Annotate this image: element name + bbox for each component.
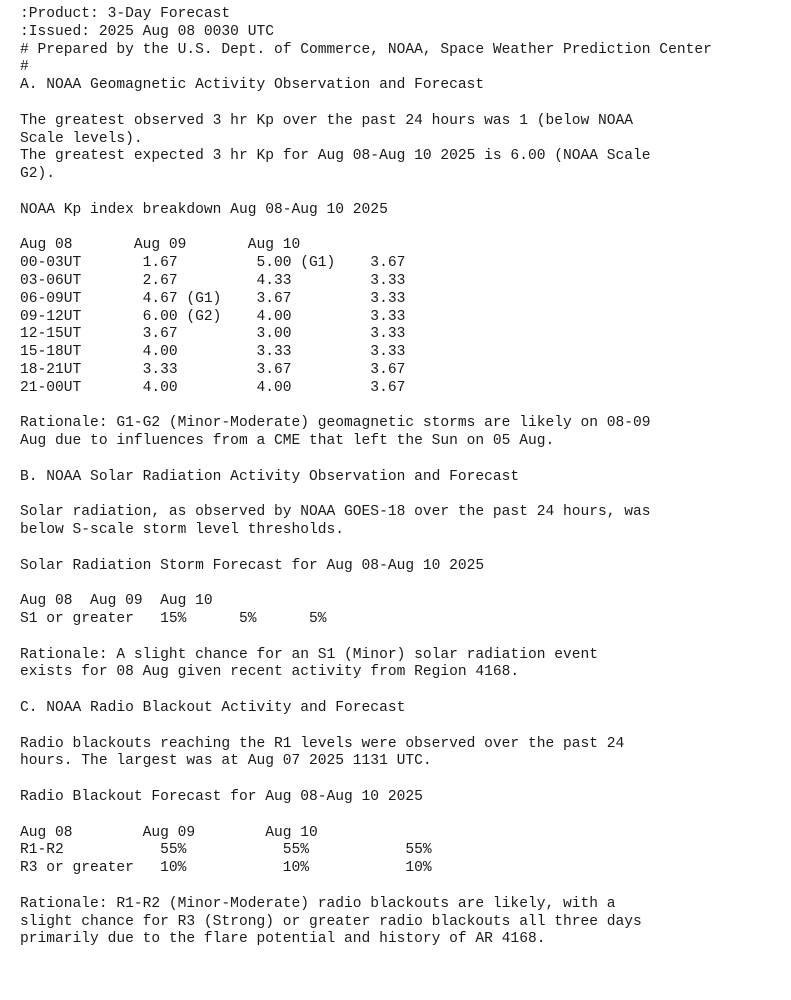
- report-line: 21-00UT 4.00 4.00 3.67: [20, 379, 406, 396]
- forecast-report-text: [20, 6, 712, 949]
- report-line: 03-06UT 2.67 4.33 3.33: [20, 272, 406, 289]
- report-line: The greatest observed 3 hr Kp over the past 24 hours was 1 (below NOAA: [20, 112, 634, 129]
- report-line: exists for 08 Aug given recent activity from Region 4168.: [20, 664, 520, 681]
- report-line: below S-scale storm level thresholds.: [20, 522, 345, 539]
- report-line: R1-R2 55% 55% 55%: [20, 842, 432, 859]
- report-line: hours. The largest was at Aug 07 2025 1131 UTC.: [20, 753, 432, 770]
- report-line: Rationale: G1-G2 (Minor-Moderate) geomagnetic storms are likely on 08-09: [20, 415, 651, 432]
- report-line: 09-12UT 6.00 (G2) 4.00 3.33: [20, 308, 406, 325]
- report-line: Solar Radiation Storm Forecast for Aug 08-Aug 10 2025: [20, 557, 485, 574]
- report-line: Scale levels).: [20, 130, 143, 147]
- report-line: The greatest expected 3 hr Kp for Aug 08-Aug 10 2025 is 6.00 (NOAA Scale: [20, 148, 651, 165]
- report-line: Radio Blackout Forecast for Aug 08-Aug 10 2025: [20, 789, 423, 806]
- report-line: G2).: [20, 166, 56, 183]
- report-line: NOAA Kp index breakdown Aug 08-Aug 10 2025: [20, 201, 388, 218]
- report-line: C. NOAA Radio Blackout Activity and Forecast: [20, 700, 406, 717]
- report-line: # Prepared by the U.S. Dept. of Commerce, NOAA, Space Weather Prediction Center: [20, 41, 712, 58]
- report-line: 15-18UT 4.00 3.33 3.33: [20, 344, 406, 361]
- report-line: Aug 08 Aug 09 Aug 10: [20, 824, 318, 841]
- report-line: :Issued: 2025 Aug 08 0030 UTC: [20, 23, 274, 40]
- report-line: 12-15UT 3.67 3.00 3.33: [20, 326, 406, 343]
- report-line: Radio blackouts reaching the R1 levels were observed over the past 24: [20, 735, 625, 752]
- report-line: :Product: 3-Day Forecast: [20, 6, 231, 22]
- report-line: R3 or greater 10% 10% 10%: [20, 860, 432, 877]
- report-line: 18-21UT 3.33 3.67 3.67: [20, 361, 406, 378]
- report-line: Aug due to influences from a CME that left the Sun on 05 Aug.: [20, 433, 555, 450]
- report-line: Rationale: R1-R2 (Minor-Moderate) radio blackouts are likely, with a: [20, 895, 616, 912]
- report-line: A. NOAA Geomagnetic Activity Observation and Forecast: [20, 77, 485, 94]
- report-line: S1 or greater 15% 5% 5%: [20, 611, 327, 628]
- report-line: slight chance for R3 (Strong) or greater radio blackouts all three days: [20, 913, 642, 930]
- report-line: 06-09UT 4.67 (G1) 3.67 3.33: [20, 290, 406, 307]
- report-line: Aug 08 Aug 09 Aug 10: [20, 593, 213, 610]
- report-line: Rationale: A slight chance for an S1 (Minor) solar radiation event: [20, 646, 599, 663]
- report-line: primarily due to the flare potential and history of AR 4168.: [20, 931, 546, 948]
- report-line: B. NOAA Solar Radiation Activity Observation and Forecast: [20, 468, 520, 485]
- report-line: 00-03UT 1.67 5.00 (G1) 3.67: [20, 255, 406, 272]
- report-line: Aug 08 Aug 09 Aug 10: [20, 237, 301, 254]
- report-line: #: [20, 59, 29, 76]
- report-line: Solar radiation, as observed by NOAA GOES-18 over the past 24 hours, was: [20, 504, 651, 521]
